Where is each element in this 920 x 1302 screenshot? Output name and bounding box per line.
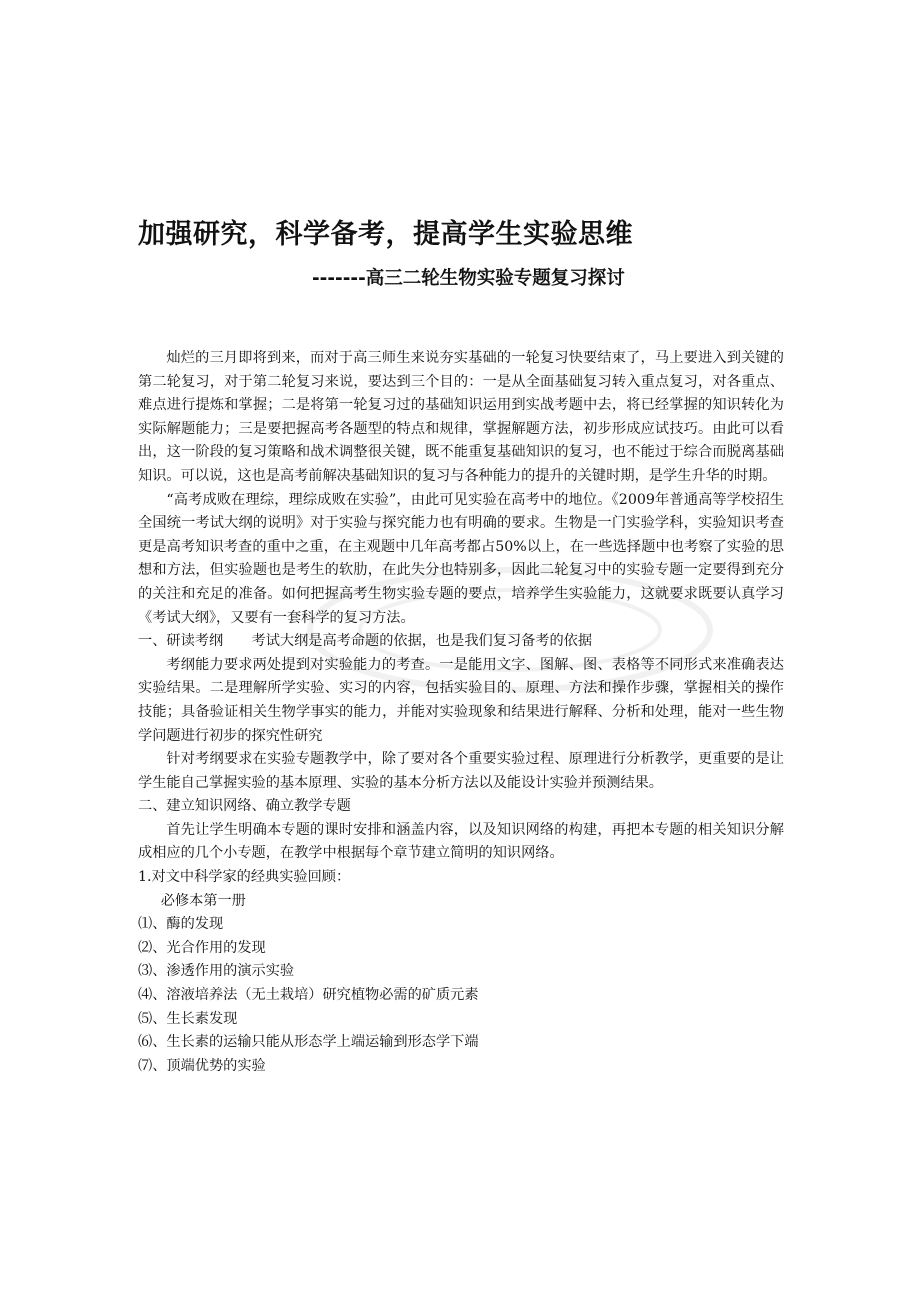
subsection-heading-1: 1.对文中科学家的经典实验回顾：	[138, 869, 351, 886]
textbook-label: 必修本第一册	[160, 892, 246, 909]
paragraph-intro: 灿烂的三月即将到来，而对于高三师生来说夯实基础的一轮复习快要结束了，马上要进入到关键的第二轮复习，对于第二轮复习来说，要达到三个目的：一是从全面基础复习转入重点复习，对各重点、难点进行提炼和掌握；二是将第一轮复习过的基础知识运用到实战考题中去，将已经掌握的知识转化为实际解题能力；三是要把握高考各题型的特点和规律，掌握解题方法，初步形成应试技巧。由此可以看出，这一阶段的复习策略和战术调整很关键，既不能重复基础知识的复习，也不能过于综合而脱离基础知识。可以说，这也是高考前解决基础知识的复习与各种能力的提升的关键时期，是学生升华的时期。	[138, 350, 784, 484]
list-item: ⑸、生长素发现	[138, 1010, 238, 1027]
paragraph-syllabus-requirements: 考纲能力要求两处提到对实验能力的考查。一是能用文字、图解、图、表格等不同形式来准确表达实验结果。二是理解所学实验、实习的内容，包括实验目的、原理、方法和操作步骤，掌握相关的操作技能；具备验证相关生物学事实的能力，并能对实验现象和结果进行解释、分析和处理，能对一些生物学问题进行初步的探究性研究	[138, 656, 784, 744]
list-item: ⑺、顶端优势的实验	[138, 1057, 266, 1074]
list-item: ⑹、生长素的运输只能从形态学上端运输到形态学下端	[138, 1034, 479, 1051]
document-body	[138, 347, 784, 1078]
list-item: ⑴、酶的发现	[138, 916, 224, 933]
list-item: ⑶、渗透作用的演示实验	[138, 963, 295, 980]
section-heading-2: 二、建立知识网络、确立教学专题	[138, 798, 351, 815]
list-item: ⑵、光合作用的发现	[138, 939, 266, 956]
section-heading-1: 一、研读考纲 考试大纲是高考命题的依据，也是我们复习备考的依据	[138, 633, 593, 650]
paragraph-importance: “高考成败在理综，理综成败在实验”，由此可见实验在高考中的地位。《2009年普通高等学校招生全国统一考试大纲的说明》对于实验与探究能力也有明确的要求。生物是一门实验学科，实验知识考查更是高考知识考查的重中之重，在主观题中几年高考都占50%以上，在一些选择题中也考察了实验的思想和方法，但实验题也是考生的软肋，在此失分也特别多，因此二轮复习中的实验专题一定要得到充分的关注和充足的准备。如何把握高考生物实验专题的要点，培养学生实验能力，这就要求既要认真学习《考试大纲》，又要有一套科学的复习方法。	[138, 491, 784, 626]
paragraph-knowledge-network: 首先让学生明确本专题的课时安排和涵盖内容，以及知识网络的构建，再把本专题的相关知识分解成相应的几个小专题，在教学中根据每个章节建立简明的知识网络。	[138, 821, 784, 862]
paragraph-teaching-focus: 针对考纲要求在实验专题教学中，除了要对各个重要实验过程、原理进行分析教学，更重要的是让学生能自己掌握实验的基本原理、实验的基本分析方法以及能设计实验并预测结果。	[138, 751, 784, 791]
document-title: 加强研究，科学备考，提高学生实验思维	[138, 219, 633, 250]
list-item: ⑷、溶液培养法（无土栽培）研究植物必需的矿质元素	[138, 987, 479, 1004]
document-subtitle: -------高三二轮生物实验专题复习探讨	[312, 268, 625, 289]
